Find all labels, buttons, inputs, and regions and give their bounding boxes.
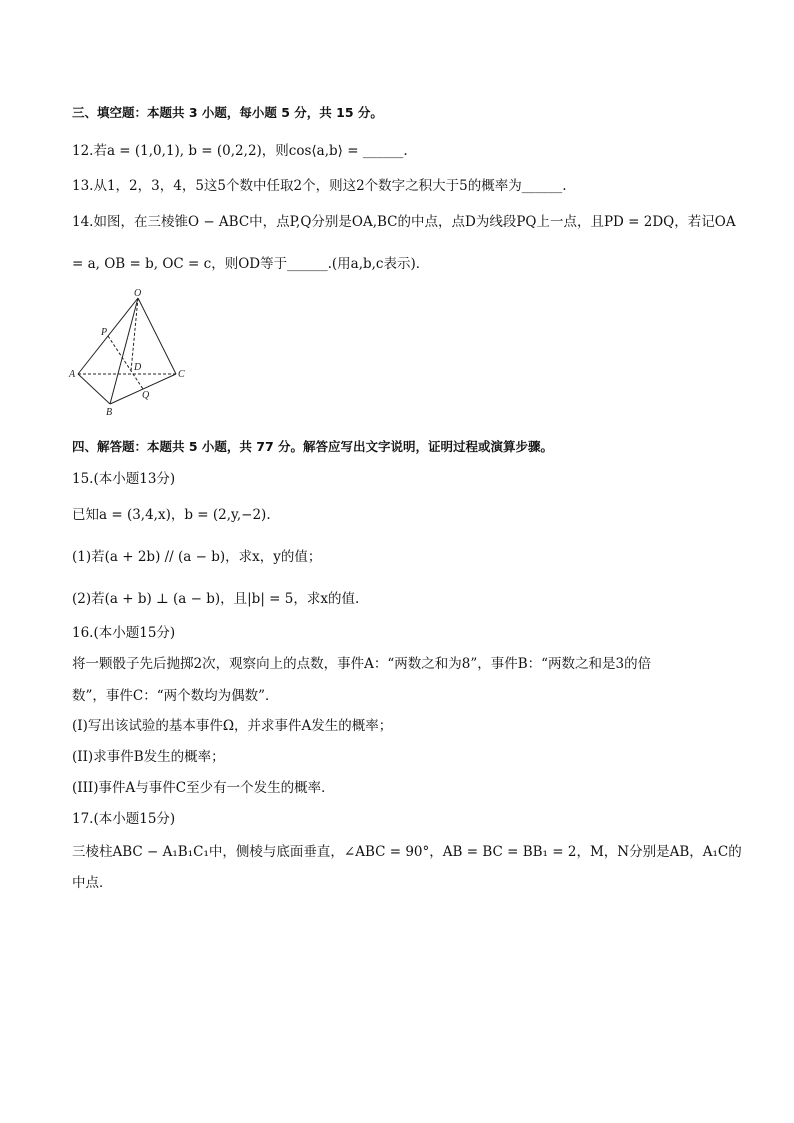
question-16-stem-line-2: 数”，事件C：“两个数均为偶数”． — [72, 688, 279, 704]
question-16-part-3: (III)事件A与事件C至少有一个发生的概率． — [72, 780, 335, 796]
segment-od — [131, 298, 138, 371]
label-o: O — [134, 288, 142, 299]
question-16-stem-line-1: 将一颗骰子先后抛掷2次，观察向上的点数，事件A：“两数之和为8”，事件B：“两数之和是3的倍 — [72, 656, 652, 672]
question-15-given: 已知a = (3,4,x)，b = (2,y,−2). — [72, 507, 271, 523]
question-14-line-2: = a, OB = b, OC = c，则OD等于______.(用a,b,c表示)． — [72, 256, 430, 272]
label-d: D — [134, 362, 142, 373]
question-17-stem-line-2: 中点． — [72, 875, 113, 891]
label-c: C — [178, 369, 185, 380]
label-b: B — [106, 407, 113, 418]
label-p: P — [101, 327, 108, 338]
question-17-header: 17.(本小题15分) — [72, 811, 176, 827]
question-14-line-1: 14.如图，在三棱锥O − ABC中，点P,Q分别是OA,BC的中点，点D为线段PQ上一点，且PD = 2DQ，若记OA — [72, 214, 736, 230]
question-13: 13.从1，2，3，4，5这5个数中任取2个，则这2个数字之积大于5的概率为______. — [72, 178, 567, 194]
question-15-header: 15.(本小题13分) — [72, 471, 176, 487]
question-16-part-1: (I)写出该试验的基本事件Ω，并求事件A发生的概率； — [72, 718, 393, 734]
section-heading-fill-blank: 三、填空题：本题共 3 小题，每小题 5 分，共 15 分。 — [72, 105, 383, 120]
section-heading-solutions: 四、解答题：本题共 5 小题，共 77 分。解答应写出文字说明，证明过程或演算步骤。 — [72, 439, 554, 454]
tetrahedron-figure — [68, 288, 198, 423]
edge-ab — [78, 374, 110, 404]
edge-ob — [110, 298, 138, 404]
question-17-stem-line-1: 三棱柱ABC − A₁B₁C₁中，侧棱与底面垂直，∠ABC = 90°，AB = BC = BB₁ = 2，M，N分别是AB，A₁C的 — [72, 844, 742, 860]
label-q: Q — [142, 390, 150, 401]
label-a: A — [69, 369, 76, 380]
question-16-part-2: (II)求事件B发生的概率； — [72, 749, 225, 765]
edge-oc — [138, 298, 176, 374]
question-12: 12.若a = (1,0,1), b = (0,2,2)，则cos⟨a,b⟩ = ______. — [72, 143, 408, 159]
question-15-part-1: (1)若(a + 2b) // (a − b)，求x，y的值； — [72, 549, 322, 565]
question-16-header: 16.(本小题15分) — [72, 625, 176, 641]
question-15-part-2: (2)若(a + b) ⊥ (a − b)，且|b| = 5，求x的值. — [72, 591, 360, 607]
